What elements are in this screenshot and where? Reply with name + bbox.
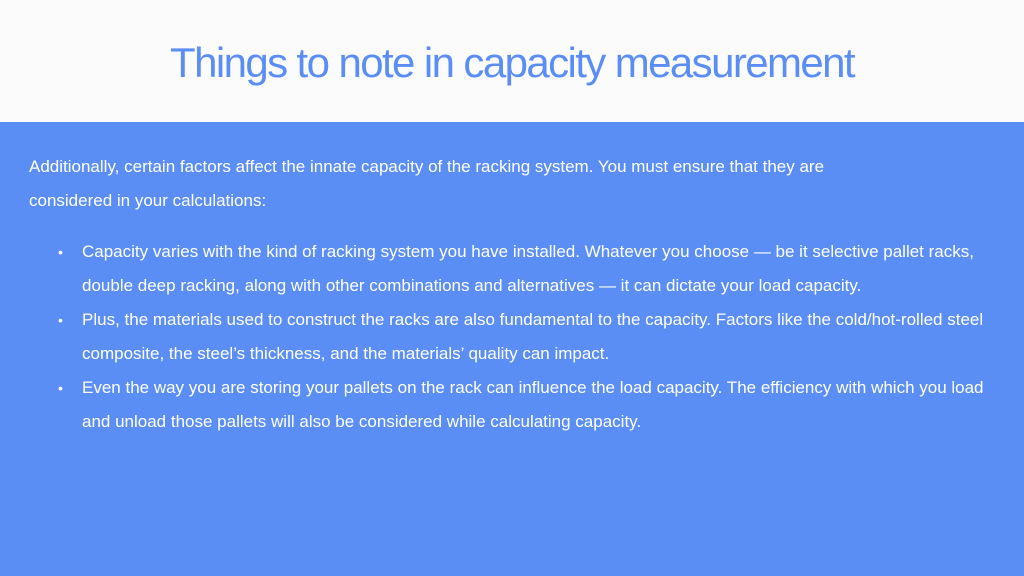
bullet-icon: • <box>58 380 63 396</box>
bullet-text: Capacity varies with the kind of racking system you have installed. Whatever you choose — be it selective pallet racks, double deep racking, along with other combinations and alternatives — it can dictate your load capacity. <box>82 242 974 295</box>
bullet-item <box>58 371 1008 439</box>
bullet-icon: • <box>58 244 63 260</box>
slide-header <box>0 0 1024 122</box>
intro-paragraph: Additionally, certain factors affect the innate capacity of the racking system. You must ensure that they are considered in your calculations: <box>29 157 825 210</box>
bullet-list <box>58 235 1008 439</box>
bullet-text: Even the way you are storing your pallets on the rack can influence the load capacity. The efficiency with which you load and unload those pallets will also be considered while calculating capacity. <box>82 378 984 431</box>
slide-title: Things to note in capacity measurement <box>170 39 854 86</box>
bullet-icon: • <box>58 312 63 328</box>
bullet-item <box>58 303 1008 371</box>
bullet-text: Plus, the materials used to construct the racks are also fundamental to the capacity. Factors like the cold/hot-rolled steel composite, the steel’s thickness, and the materials’ quality can impact. <box>82 310 984 363</box>
slide-body <box>0 122 1024 576</box>
bullet-item <box>58 235 1008 303</box>
